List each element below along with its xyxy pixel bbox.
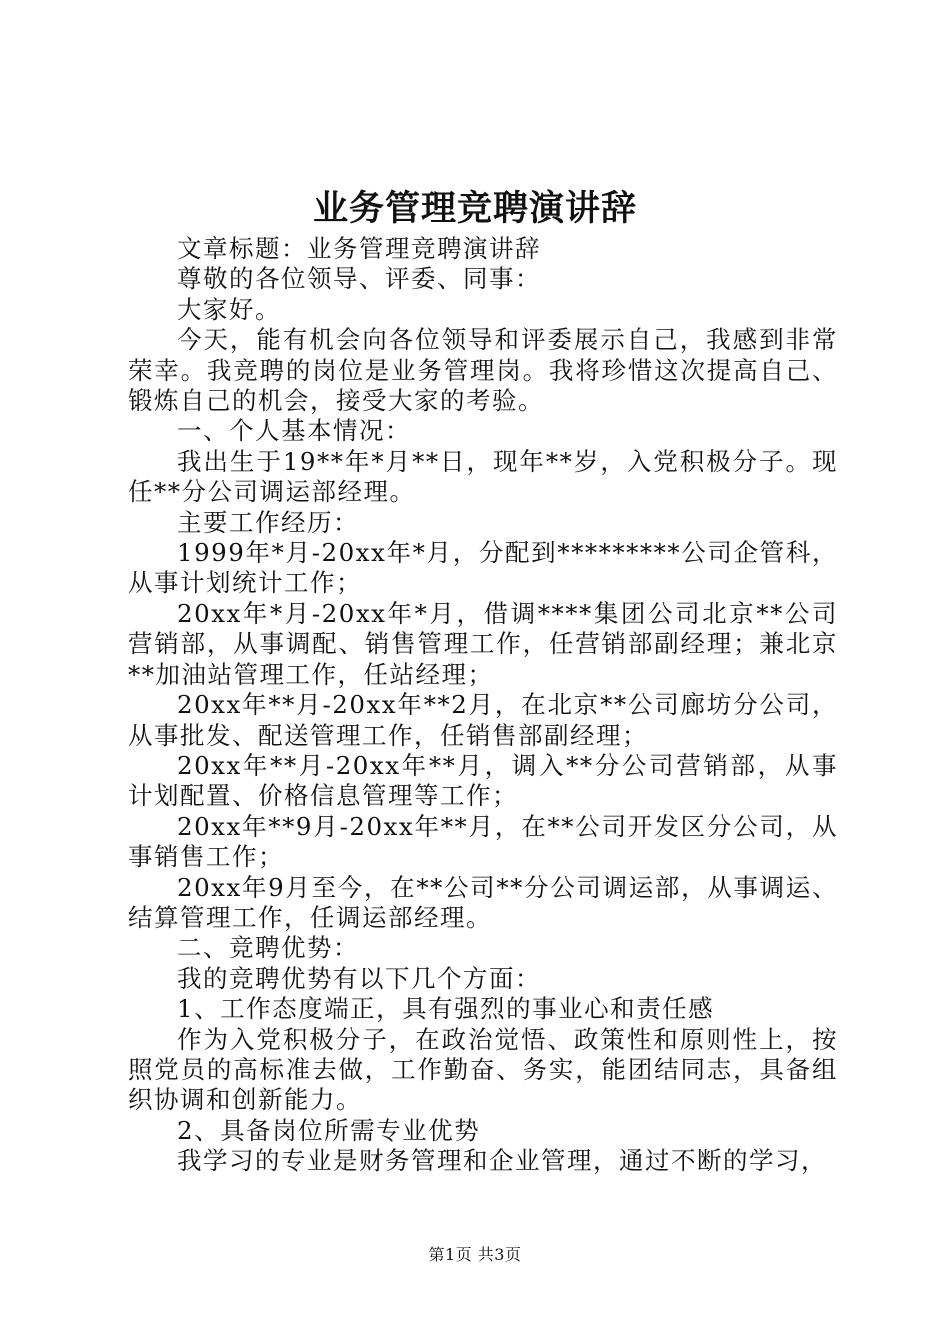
work-history-item: 20xx年**月-20xx年**2月，在北京**公司廊坊分公司，从事批发、配送管理工作，任销售部副经理； (128, 690, 838, 750)
advantage-heading-1: 1、工作态度端正，具有强烈的事业心和责任感 (177, 994, 715, 1024)
section-heading-advantages: 二、竞聘优势： (177, 933, 359, 963)
section-heading-basic-info: 一、个人基本情况： (177, 416, 411, 446)
advantage-heading-2: 2、具备岗位所需专业优势 (177, 1115, 481, 1145)
work-history-item: 20xx年9月至今，在**公司**分公司调运部，从事调运、结算管理工作，任调运部经理。 (128, 872, 838, 932)
paragraph-intro: 今天，能有机会向各位领导和评委展示自己，我感到非常荣幸。我竞聘的岗位是业务管理岗。我将珍惜这次提高自己、锻炼自己的机会，接受大家的考验。 (128, 325, 838, 416)
work-history-item: 20xx年*月-20xx年*月，借调****集团公司北京**公司营销部，从事调配、销售管理工作，任营销部副经理；兼北京**加油站管理工作，任站经理； (128, 598, 838, 689)
advantage-body-1: 作为入党积极分子，在政治觉悟、政策性和原则性上，按照党员的高标准去做，工作勤奋、务实，能团结同志，具备组织协调和创新能力。 (128, 1024, 838, 1115)
work-history-item: 20xx年**9月-20xx年**月，在**公司开发区分公司，从事销售工作； (128, 811, 838, 872)
document-body (128, 234, 838, 1177)
paragraph-basic-info: 我出生于19**年*月**日，现年**岁，入党积极分子。现任**分公司调运部经理。 (128, 446, 838, 507)
document-title: 业务管理竞聘演讲辞 (312, 188, 637, 229)
page-footer: 第1页 共3页 (428, 1245, 522, 1264)
subheading-work-history: 主要工作经历： (177, 507, 359, 537)
paragraph-article-title: 文章标题：业务管理竞聘演讲辞 (177, 234, 541, 263)
work-history-item: 1999年*月-20xx年*月，分配到*********公司企管科，从事计划统计工作； (128, 538, 838, 598)
advantage-body-2: 我学习的专业是财务管理和企业管理，通过不断的学习， (177, 1146, 827, 1176)
work-history-item: 20xx年**月-20xx年**月，调入**分公司营销部，从事计划配置、价格信息管理等工作； (128, 750, 838, 811)
paragraph-advantages-intro: 我的竞聘优势有以下几个方面： (177, 963, 541, 993)
paragraph-salutation: 尊敬的各位领导、评委、同事： (177, 264, 541, 294)
paragraph-greeting: 大家好。 (177, 294, 281, 324)
